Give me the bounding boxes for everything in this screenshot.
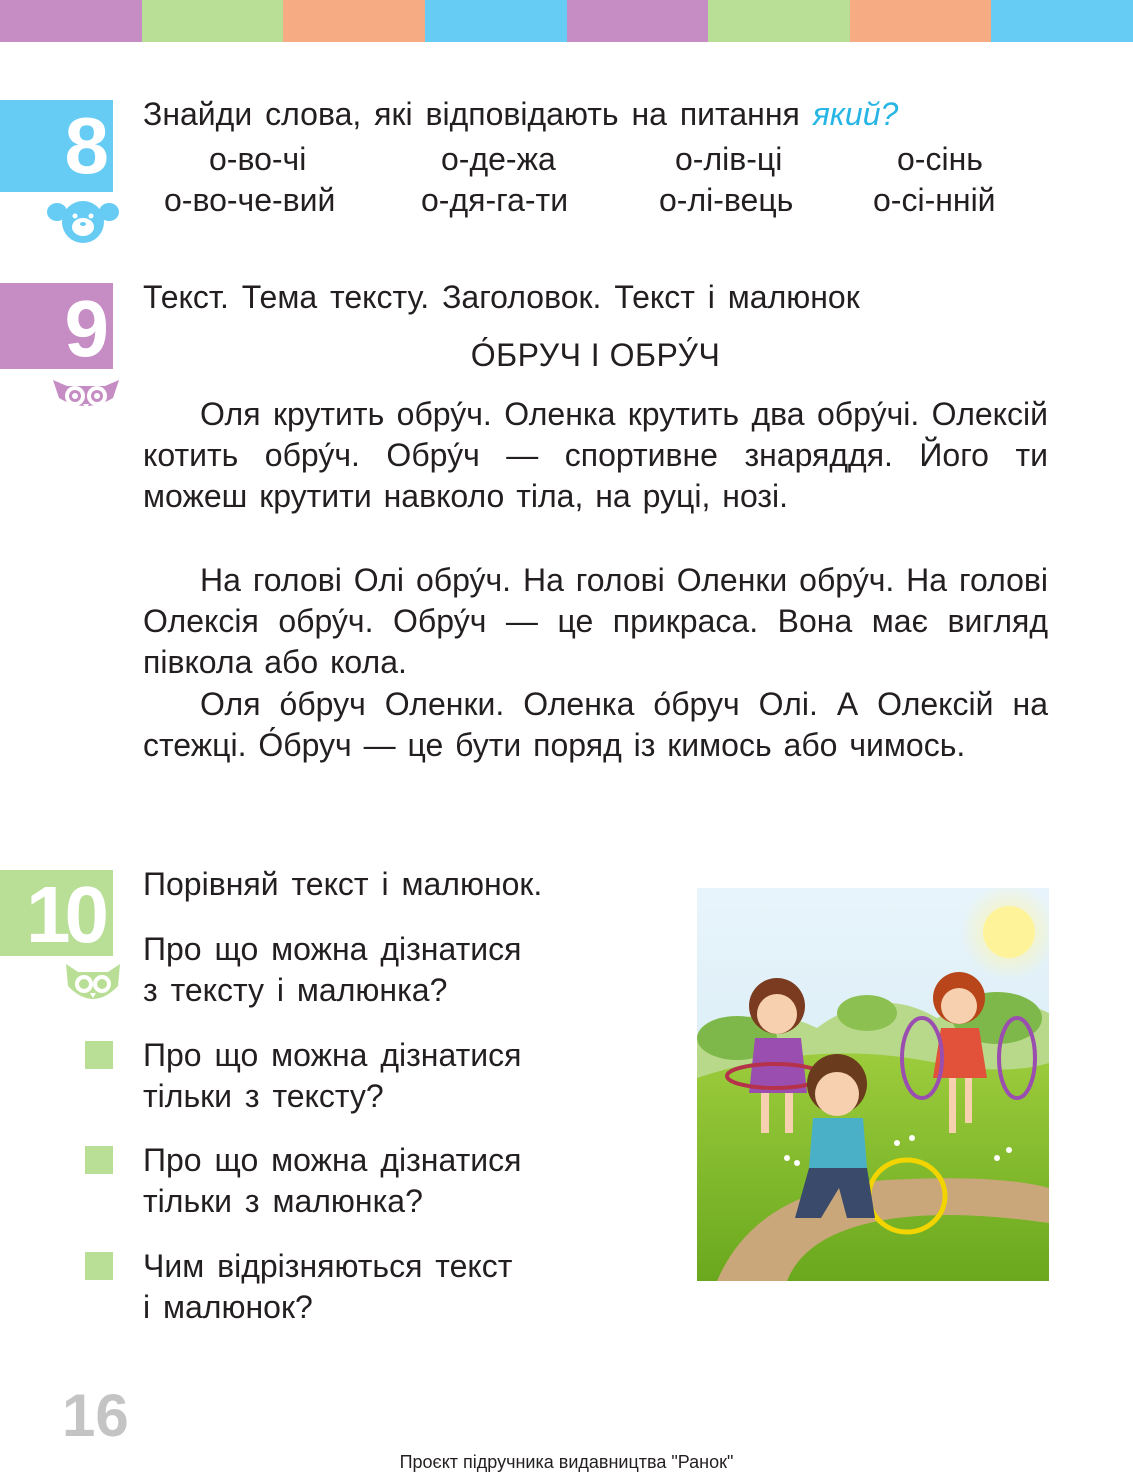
page-number: 16 (62, 1382, 129, 1449)
story-paragraph: Оля крутить обру́ч. Оленка крутить два обру́чі. Олексій котить обру́ч. Обру́ч — спортивне знаряддя. Його ти можеш крутити навколо тіла, на руці, нозі. (143, 396, 1048, 514)
children-with-hoops-illustration (697, 888, 1049, 1281)
stripe (0, 0, 142, 42)
question (143, 1140, 521, 1222)
task-8-prompt-text: Знайди слова, які відповідають на питання (143, 96, 800, 132)
question-line: Про що можна дізнатися (143, 1142, 522, 1178)
stripe (425, 0, 567, 42)
bullet-square (85, 1041, 113, 1069)
task-8-prompt (143, 96, 898, 133)
task-9-heading: Текст. Тема тексту. Заголовок. Текст і малюнок (143, 279, 860, 315)
word-item: о-дя-га-ти (421, 182, 569, 218)
word-item: о-во-чі (209, 141, 307, 177)
question-line: Про що можна дізнатися (143, 1037, 522, 1073)
story-title: О́БРУЧ І ОБРУ́Ч (470, 337, 721, 373)
stripe (708, 0, 850, 42)
task-8-prompt-question: який? (812, 96, 899, 132)
question (143, 929, 521, 1011)
question-line: Про що можна дізнатися (143, 931, 522, 967)
question (143, 1246, 512, 1328)
owl-face-icon (53, 376, 119, 412)
owl-face-icon (66, 962, 120, 1006)
word-item: о-лів-ці (675, 141, 783, 177)
stripe (991, 0, 1133, 42)
stripe (567, 0, 709, 42)
word-item: о-де-жа (441, 141, 556, 177)
question (143, 1035, 521, 1117)
dog-face-icon (47, 196, 119, 244)
bullet-square (85, 1146, 113, 1174)
stripe (283, 0, 425, 42)
word-item: о-сінь (897, 141, 983, 177)
stripe (142, 0, 284, 42)
question-line: Чим відрізняються текст (143, 1248, 513, 1284)
question-line: тільки з тексту? (143, 1078, 384, 1114)
task-10-intro: Порівняй текст і малюнок. (143, 866, 543, 902)
question-line: і малюнок? (143, 1289, 313, 1325)
task-10-number-badge: 10 (0, 870, 113, 956)
bullet-square (85, 1252, 113, 1280)
story-paragraph: На голові Олі обру́ч. На голові Оленки обру́ч. На голові Олексія обру́ч. Обру́ч — це прикраса. Вона має вигляд півкола або кола. (143, 562, 1048, 680)
word-item: о-сі-нній (873, 182, 996, 218)
top-color-stripes (0, 0, 1133, 42)
story-paragraph: Оля о́бруч Оленки. Оленка о́бруч Олі. А Олексій на стежці. О́бруч — це бути поряд із кимось або чимось. (143, 686, 1048, 763)
stripe (850, 0, 992, 42)
word-item: о-во-че-вий (164, 182, 336, 218)
task-8-number-badge: 8 (0, 100, 113, 192)
task-9-number-badge: 9 (0, 283, 113, 369)
word-item: о-лі-вець (659, 182, 794, 218)
question-line: тільки з малюнка? (143, 1183, 423, 1219)
footer-note: Проєкт підручника видавництва "Ранок" (399, 1452, 734, 1472)
question-line: з тексту і малюнка? (143, 972, 448, 1008)
